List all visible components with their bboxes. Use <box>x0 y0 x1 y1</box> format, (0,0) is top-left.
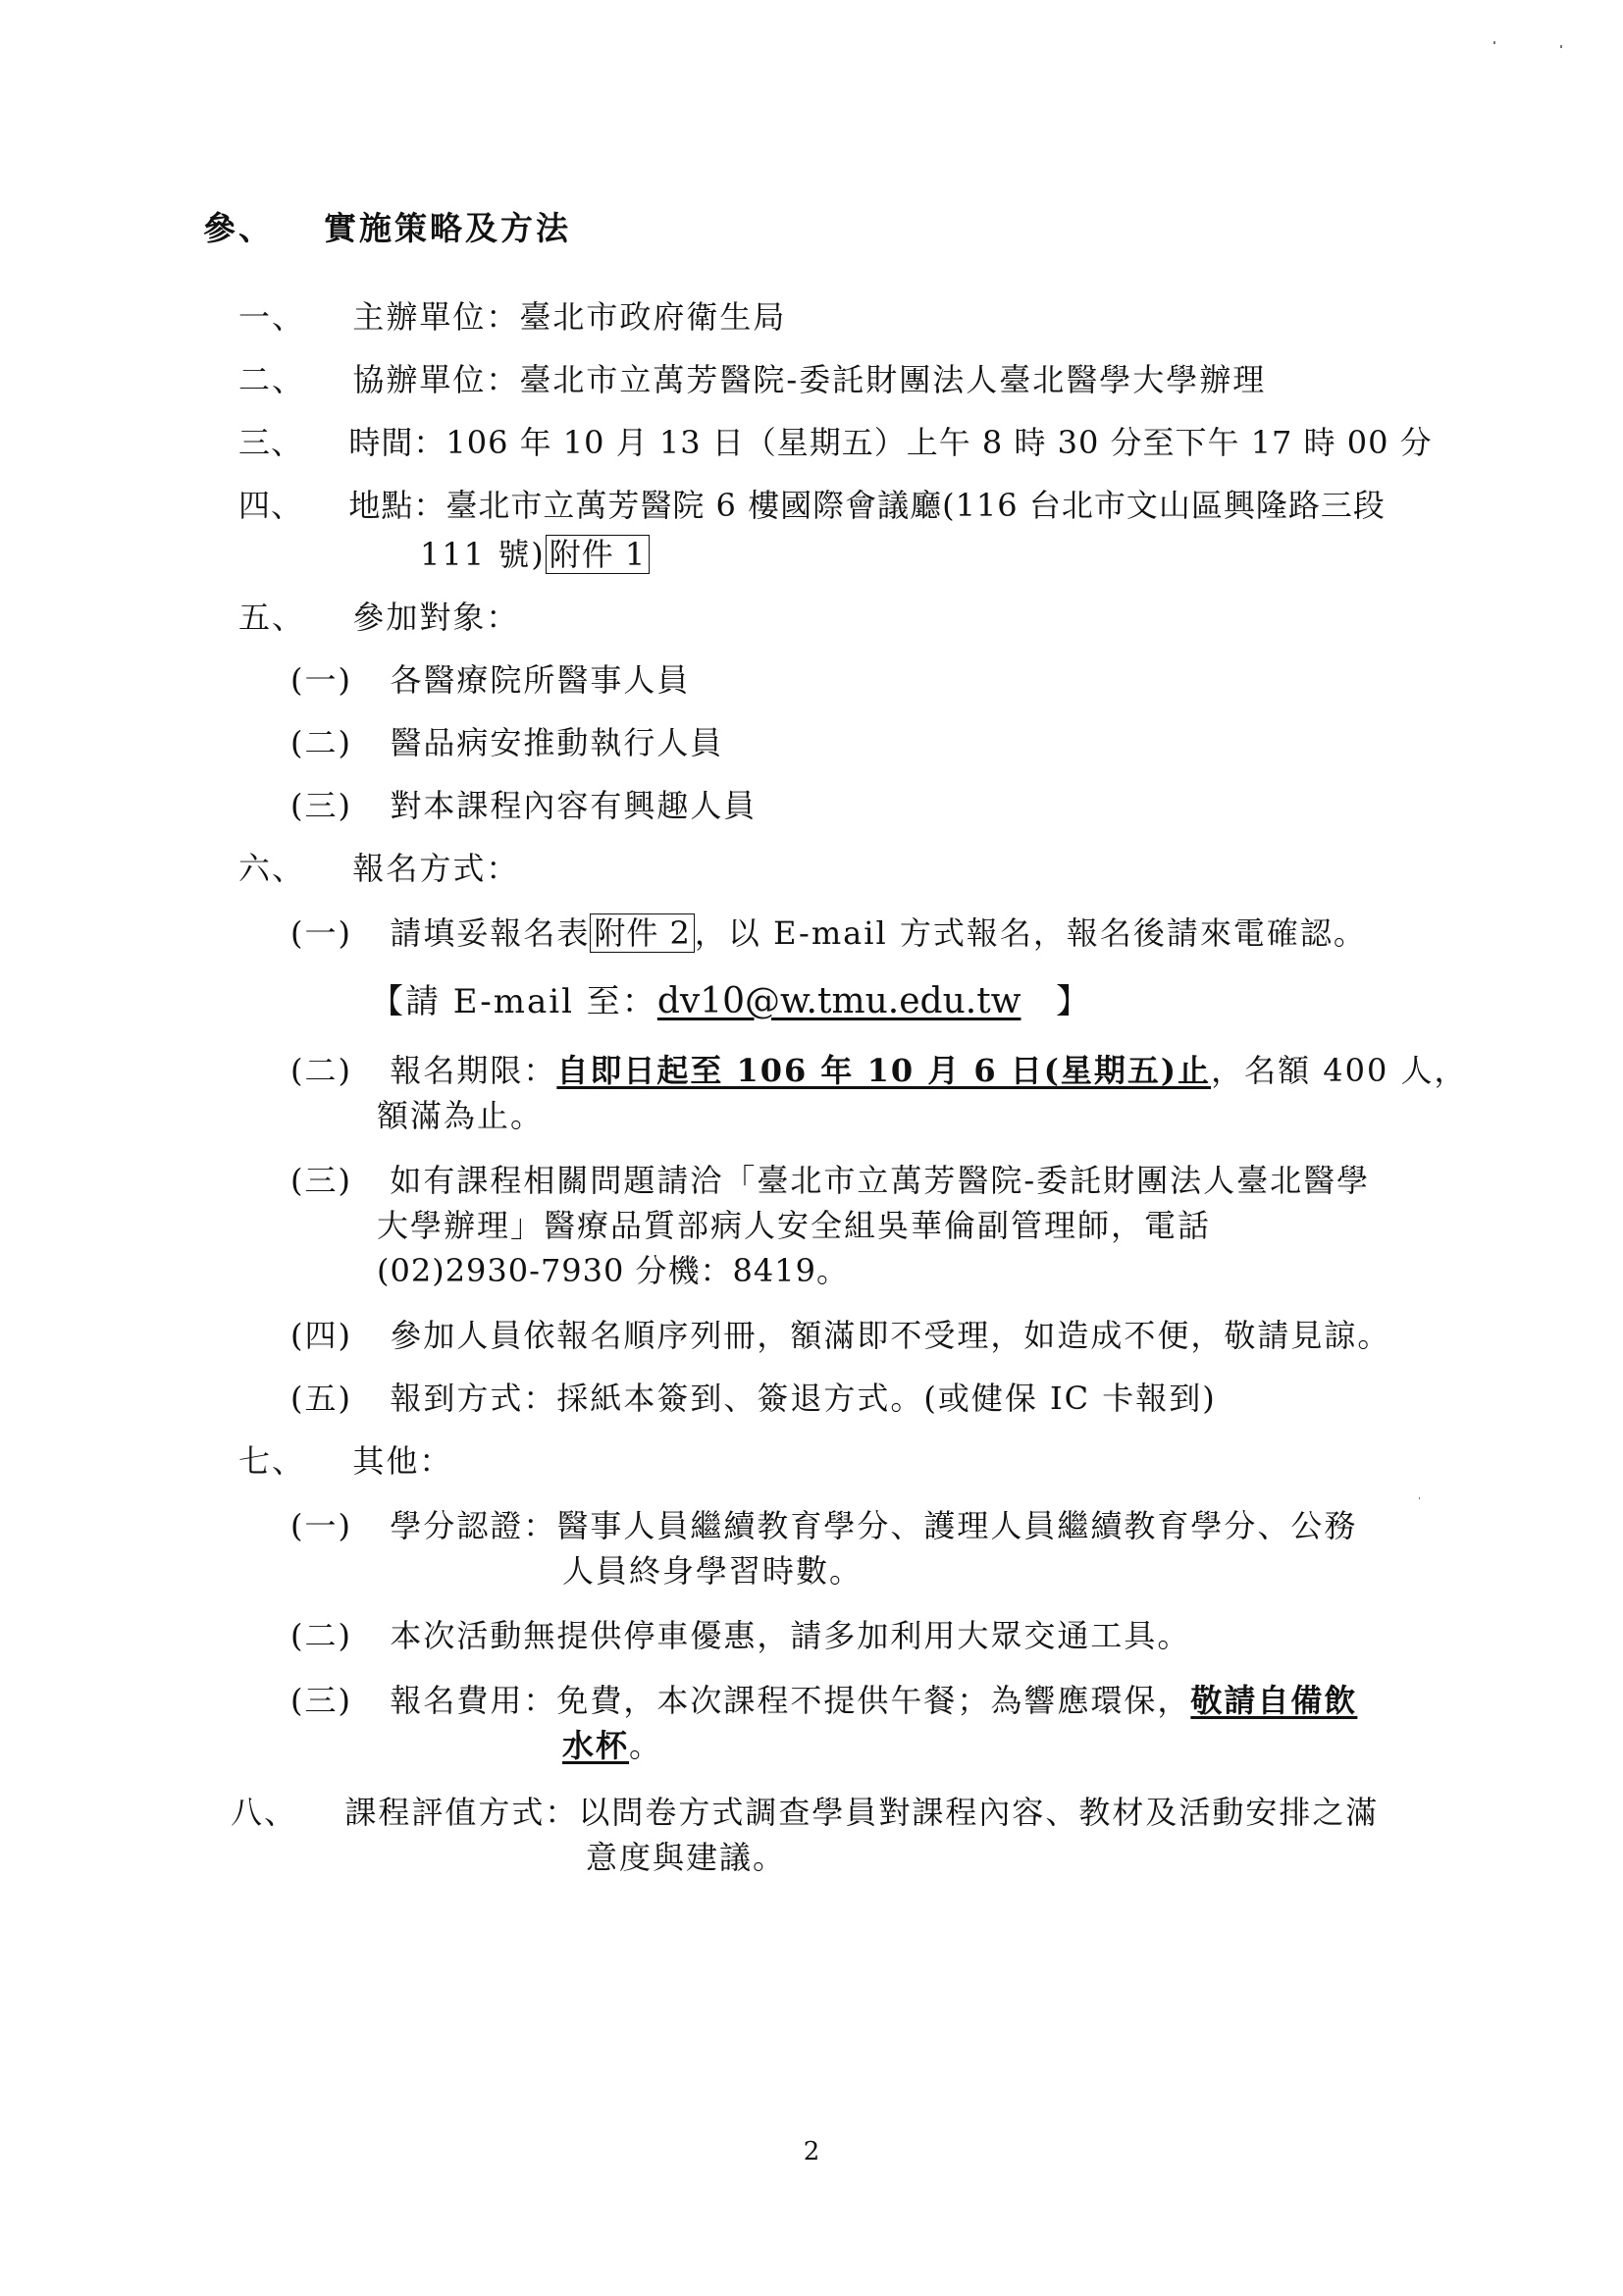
item-label: 參加對象： <box>352 599 520 636</box>
registration-contact-item <box>290 1156 1370 1205</box>
participant-item <box>290 781 757 830</box>
sub-label: 報名期限： <box>390 1052 557 1089</box>
sub-text: 額滿為止。 <box>377 1097 545 1134</box>
sub-text: 請填妥報名表 <box>390 914 591 952</box>
sub-number: (五) <box>290 1380 352 1417</box>
sub-text: 免費，本次課程不提供午餐；為響應環保， <box>556 1682 1191 1719</box>
item-label: 報名方式： <box>352 850 520 887</box>
bring-cup-notice: 敬請自備飲 <box>1190 1682 1358 1719</box>
parking-notice-item <box>290 1611 1190 1660</box>
sub-text: ，名額 400 人， <box>1211 1052 1468 1089</box>
credit-certification-continued <box>562 1546 863 1595</box>
credit-certification-item <box>290 1501 1357 1550</box>
item-text: 意度與建議。 <box>586 1839 787 1876</box>
item-text: 臺北市立萬芳醫院-委託財團法人臺北醫學大學辦理 <box>519 361 1267 398</box>
item-number: 二、 <box>238 361 306 398</box>
registration-fee-item <box>290 1676 1357 1725</box>
sub-number: (二) <box>290 724 352 761</box>
sub-text: 報到方式：採紙本簽到、簽退方式。(或健保 IC 卡報到) <box>390 1380 1217 1417</box>
scan-speck <box>1560 45 1562 48</box>
item-label: 其他： <box>352 1442 453 1480</box>
participant-item <box>290 655 690 704</box>
item-text: 以問卷方式調查學員對課程內容、教材及活動安排之滿 <box>578 1794 1380 1831</box>
sub-text: 醫品病安推動執行人員 <box>390 724 724 761</box>
item-evaluation-continued <box>586 1833 786 1882</box>
sub-text: 醫事人員繼續教育學分、護理人員繼續教育學分、公務 <box>556 1507 1358 1544</box>
sub-label: 學分認證： <box>390 1507 557 1544</box>
item-label: 主辦單位： <box>352 298 520 336</box>
sub-number: (一) <box>290 1507 352 1544</box>
sub-text: 如有課程相關問題請洽「臺北市立萬芳醫院-委託財團法人臺北醫學 <box>390 1162 1371 1199</box>
registration-form-item <box>290 909 1367 958</box>
email-suffix: 】 <box>1056 982 1092 1021</box>
item-number: 四、 <box>238 487 304 524</box>
attachment-1-link[interactable]: 附件 1 <box>546 535 651 574</box>
item-number: 七、 <box>238 1442 306 1480</box>
item-label: 地點： <box>348 487 446 524</box>
item-text: 臺北市政府衛生局 <box>519 298 787 336</box>
registration-contact-line-2 <box>377 1201 1211 1250</box>
item-participants <box>238 593 519 642</box>
sub-text: 本次活動無提供停車優惠，請多加利用大眾交通工具。 <box>390 1617 1191 1654</box>
item-evaluation <box>231 1788 1379 1837</box>
sub-number: (一) <box>290 914 352 952</box>
contact-phone: (02)2930-7930 分機：8419。 <box>377 1252 849 1289</box>
item-label: 時間： <box>348 424 446 461</box>
sub-text: 。 <box>629 1727 663 1764</box>
registration-email-line <box>370 977 1091 1026</box>
registration-fee-continued <box>562 1721 662 1770</box>
item-number: 一、 <box>238 298 306 336</box>
item-venue-continued <box>420 530 650 579</box>
item-co-organizer <box>238 355 1266 404</box>
item-text: 111 號) <box>420 536 546 573</box>
item-number: 八、 <box>231 1794 298 1831</box>
registration-deadline-continued <box>377 1091 544 1140</box>
registration-deadline: 自即日起至 106 年 10 月 6 日(星期五)止 <box>556 1052 1212 1089</box>
section-number: 參、 <box>203 209 274 247</box>
item-other <box>238 1436 452 1486</box>
section-title: 實施策略及方法 <box>324 209 571 247</box>
sub-text: 人員終身學習時數。 <box>562 1552 864 1590</box>
sub-text: 各醫療院所醫事人員 <box>390 661 691 699</box>
item-text: 106 年 10 月 13 日（星期五）上午 8 時 30 分至下午 17 時 00 分 <box>445 424 1433 461</box>
email-address-link[interactable]: dv10@w.tmu.edu.tw <box>656 981 1021 1021</box>
page-number: 2 <box>803 2137 820 2166</box>
registration-order-item <box>290 1311 1390 1360</box>
item-organizer <box>238 292 786 341</box>
sub-number: (三) <box>290 1682 352 1719</box>
sub-text: 參加人員依報名順序列冊，額滿即不受理，如造成不便，敬請見諒。 <box>390 1317 1391 1354</box>
section-heading <box>203 204 571 253</box>
item-label: 課程評值方式： <box>344 1794 579 1831</box>
item-time <box>238 418 1433 467</box>
bring-cup-notice: 水杯 <box>562 1727 630 1764</box>
sub-text: 大學辦理」醫療品質部病人安全組吳華倫副管理師，電話 <box>377 1207 1212 1244</box>
item-registration <box>238 844 519 893</box>
sub-number: (二) <box>290 1052 352 1089</box>
scan-speck <box>1419 1497 1420 1499</box>
sub-number: (三) <box>290 1162 352 1199</box>
participant-item <box>290 718 723 767</box>
item-venue <box>238 481 1386 530</box>
sub-text: ，以 E-mail 方式報名，報名後請來電確認。 <box>694 914 1367 952</box>
attachment-2-link[interactable]: 附件 2 <box>590 913 695 953</box>
scan-speck <box>1493 41 1495 44</box>
check-in-method-item <box>290 1374 1217 1423</box>
sub-number: (二) <box>290 1617 352 1654</box>
item-label: 協辦單位： <box>352 361 520 398</box>
item-text: 臺北市立萬芳醫院 6 樓國際會議廳(116 台北市文山區興隆路三段 <box>445 487 1386 524</box>
registration-deadline-item <box>290 1046 1468 1095</box>
sub-number: (三) <box>290 787 352 824</box>
item-number: 三、 <box>238 424 304 461</box>
sub-text: 對本課程內容有興趣人員 <box>390 787 758 824</box>
sub-number: (四) <box>290 1317 352 1354</box>
registration-contact-phone <box>377 1246 849 1295</box>
sub-number: (一) <box>290 661 352 699</box>
item-number: 六、 <box>238 850 306 887</box>
sub-label: 報名費用： <box>390 1682 557 1719</box>
email-prefix: 【請 E-mail 至： <box>370 982 657 1021</box>
item-number: 五、 <box>238 599 306 636</box>
